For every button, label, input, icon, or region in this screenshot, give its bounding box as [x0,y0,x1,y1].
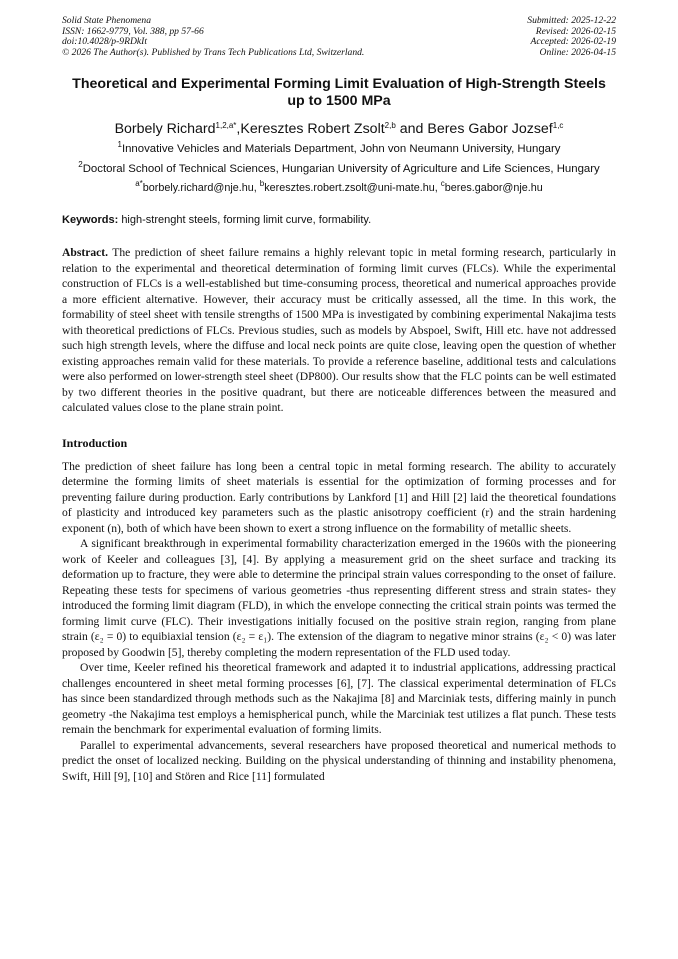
affiliation-text: Innovative Vehicles and Materials Department, John von Neumann University, Hungary [121,143,561,156]
section-heading-introduction: Introduction [62,435,128,450]
abstract [62,245,616,416]
affiliation-superscript: 2 [78,160,83,170]
affiliation-superscript: 1 [117,140,122,150]
submission-dates [527,16,616,58]
email-superscript: b [259,179,265,189]
paragraph: A significant breakthrough in experimental formability characterization emerged in the 1960s with the pioneering work of Keeler and colleagues [3], [4]. By applying a measurement grid on the sheet surface and tracking its deformation up to fracture, they were able to determine the principal strain values corresponding to the onset of failure. Repeating these tests for specimens of various geometries -thus representing different stress and strain states- they introduced the forming limit diagram (FLD), in which the envelope connecting the critical strain points was termed the forming limit curve (FLC). Their investigations initially focused on the positive strain region, ranging from plane strain (ε₂ = 0) to equibiaxial tension (ε₂ = ε₁). The extension of the diagram to negative minor strains (ε₂ < 0) was later proposed by Goodwin [5], thereby completing the modern representation of the FLD used today. [62,537,616,659]
affiliation-text: Doctoral School of Technical Sciences, Hungarian University of Agriculture and Life Sciences, Hungary [82,163,600,176]
author-superscript: 1,c [552,121,564,131]
paper-title: Theoretical and Experimental Forming Limit Evaluation of High-Strength Steels up to 1500 MPa [72,76,606,110]
journal-header [62,16,616,58]
author-separator: and [395,121,428,138]
email-address: borbely.richard@nje.hu [142,182,254,195]
author-superscript: 2,b [384,121,396,131]
journal-info [62,16,364,58]
author-name: Keresztes Robert Zsolt [240,121,385,138]
journal-name: Solid State Phenomena [62,15,151,26]
keywords-text: high-strenght steels, forming limit curve, formability. [121,214,372,227]
date-revised: Revised: 2026-02-15 [535,25,616,37]
affiliation-1 [62,142,616,157]
keywords-label: Keywords: [62,214,119,227]
paragraph: Parallel to experimental advancements, several researchers have proposed theoretical and numerical methods to predict the onset of localized necking. Building on the physical understanding of thinning and instability phenomena, Swift, Hill [9], [10] and Stören and Rice [11] formulated [62,738,616,783]
affiliation-2 [62,162,616,177]
author-name: Beres Gabor Jozsef [427,121,553,138]
author-emails: $^{a*}$borbely.richard@nje.hu, $^b$keresztes.robert.zsolt@uni-mate.hu, $^c$beres.gabor@nje.hu [135,179,543,195]
email-superscript: c [440,179,445,189]
abstract-label: Abstract. [62,246,109,260]
introduction-body [62,459,616,785]
email-address: keresztes.robert.zsolt@uni-mate.hu [264,182,435,195]
email-superscript: a* [135,179,143,189]
keywords [62,214,616,226]
abstract-text: The prediction of sheet failure remains a highly relevant topic in metal forming research, particularly in relation to the experimental and theoretical determination of forming limit curves (FLCs). While the experimental construction of FLCs is a well-established but time-consuming process, theoretical and numerical approaches provide a more efficient alternative. However, their accuracy must be critically assessed, all the time. In this work, the formability of steel sheet with tensile strengths of 1500 MPa is investigated by combining experimental Nakajima tests with theoretical predictions of FLCs. Previous studies, such as models by Abspoel, Swift, Hill etc. have not addressed such high strength levels, where the diffuse and local neck points are quite close, leaving open the question of whether existing approaches remain valid for these materials. To provide a reference baseline, additional tests and calculations were also performed on lower-strength steel sheet (DP800). Our results show that the FLC points can be well estimated by two different theories in the positive quadrant, but there are noticeable differences between the measured and calculated values close to the plane strain point. [62,246,616,415]
paragraph: Over time, Keeler refined his theoretical framework and adapted it to industrial applications, addressing practical challenges encountered in sheet metal forming processes [6], [7]. The classical experimental determination of FLCs has since been standardized through methods such as the Nakajima [8] and Marciniak tests, differing mainly in punch geometry -the Nakajima test employs a hemispherical punch, while the Marciniak test utilizes a flat punch. These tests remain the benchmark for experimental evaluation of forming limits. [62,661,616,737]
date-accepted: Accepted: 2026-02-19 [530,36,616,48]
author-separator: , [236,121,241,138]
journal-copyright: © 2026 The Author(s). Published by Trans Tech Publications Ltd, Switzerland. [62,46,365,58]
author-name: Borbely Richard [114,121,216,138]
paragraph: The prediction of sheet failure has long been a central topic in metal forming research. The ability to accurately determine the forming limits of sheet materials is essential for the optimization of forming processes and for preventing failure during production. Early contributions by Lankford [1] and Hill [2] laid the theoretical foundations of plasticity and introduced key parameters such as the plastic anisotropy coefficient (r) and the strain hardening exponent (n), both of which have been shown to exert a strong influence on the formability of metallic sheets. [62,459,616,535]
journal-doi: doi:10.4028/p-9RDkIt [62,36,147,48]
author-list [62,121,616,138]
journal-issn: ISSN: 1662-9779, Vol. 388, pp 57-66 [62,25,204,37]
date-online: Online: 2026-04-15 [539,46,616,58]
email-address: beres.gabor@nje.hu [444,182,543,195]
author-superscript: 1,2,a* [215,121,237,131]
date-submitted: Submitted: 2025-12-22 [527,15,616,26]
